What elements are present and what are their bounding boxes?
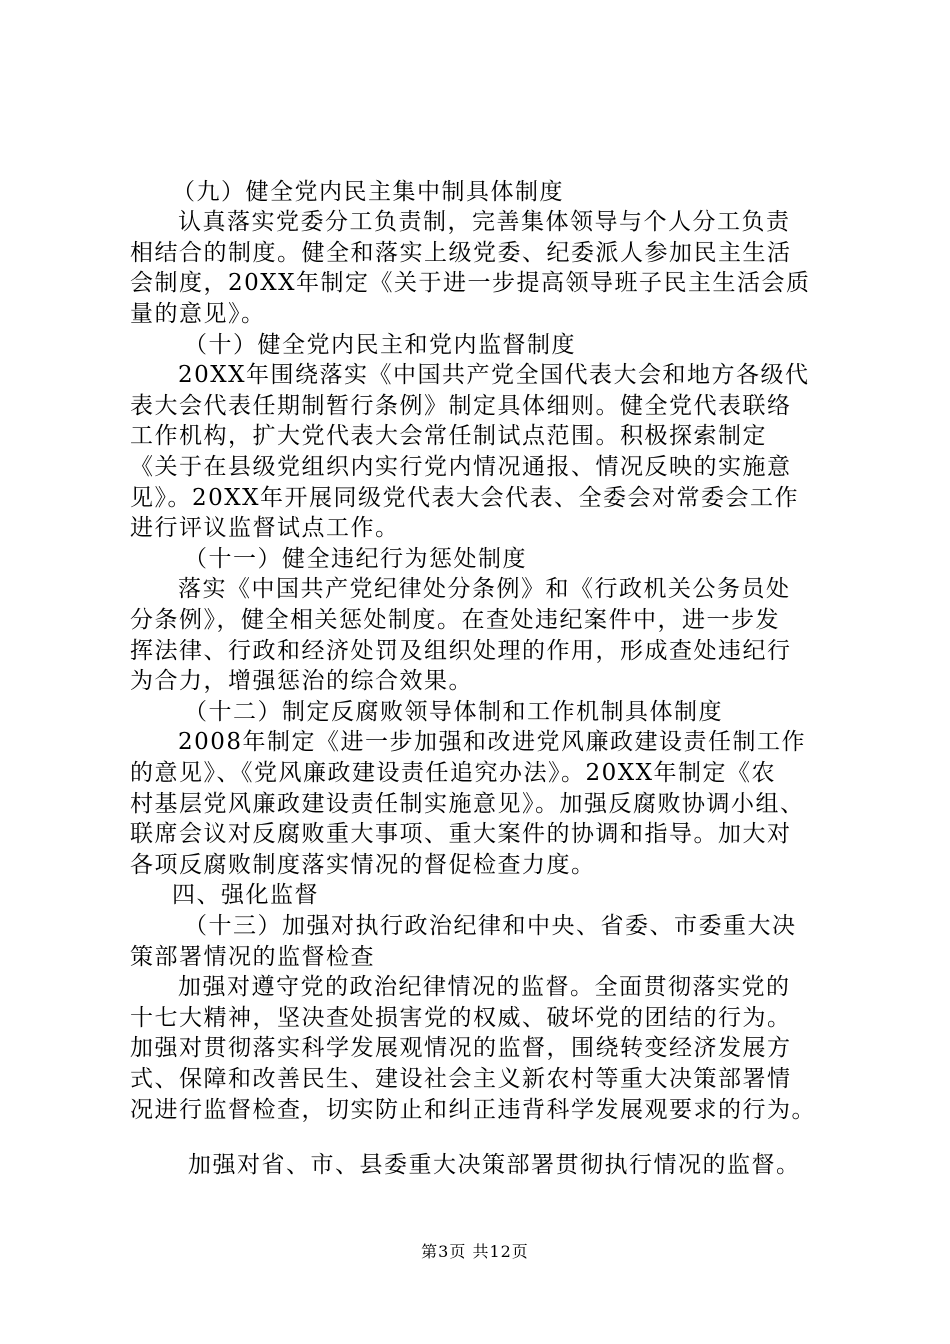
- paragraph-line: 会制度，20XX年制定《关于进一步提高领导班子民主生活会质: [130, 270, 811, 296]
- heading-11: （十一）健全违纪行为惩处制度: [184, 546, 527, 572]
- paragraph-line: 各项反腐败制度落实情况的督促检查力度。: [130, 852, 596, 878]
- heading-13: （十三）加强对执行政治纪律和中央、省委、市委重大决: [184, 913, 797, 939]
- paragraph-line: 量的意见》。: [130, 301, 266, 327]
- paragraph-line: 村基层党风廉政建设责任制实施意见》。加强反腐败协调小组、: [130, 791, 805, 817]
- section-heading-4: 四、强化监督: [172, 882, 319, 908]
- paragraph-line: 落实《中国共产党纪律处分条例》和《行政机关公务员处: [178, 576, 791, 602]
- paragraph-line: 20XX年围绕落实《中国共产党全国代表大会和地方各级代: [178, 362, 810, 388]
- heading-12: （十二）制定反腐败领导体制和工作机制具体制度: [184, 699, 723, 725]
- paragraph-line: 认真落实党委分工负责制，完善集体领导与个人分工负责: [178, 209, 791, 235]
- paragraph-line: 加强对省、市、县委重大决策部署贯彻执行情况的监督。: [188, 1152, 801, 1178]
- paragraph-line: 联席会议对反腐败重大事项、重大案件的协调和指导。加大对: [130, 821, 792, 847]
- heading-13-continued: 策部署情况的监督检查: [130, 944, 375, 970]
- paragraph-line: 为合力，增强惩治的综合效果。: [130, 668, 473, 694]
- paragraph-line: 2008年制定《进一步加强和改进党风廉政建设责任制工作: [178, 729, 807, 755]
- paragraph-line: 《关于在县级党组织内实行党内情况通报、情况反映的实施意: [130, 454, 792, 480]
- page-number-footer: 第3页 共12页: [421, 1242, 529, 1261]
- heading-9: （九）健全党内民主集中制具体制度: [172, 179, 564, 205]
- heading-10: （十）健全党内民主和党内监督制度: [184, 332, 576, 358]
- paragraph-line: 相结合的制度。健全和落实上级党委、纪委派人参加民主生活: [130, 240, 792, 266]
- paragraph-line: 加强对贯彻落实科学发展观情况的监督，围绕转变经济发展方: [130, 1035, 792, 1061]
- paragraph-line: 况进行监督检查，切实防止和纠正违背科学发展观要求的行为。: [130, 1097, 816, 1123]
- paragraph-line: 表大会代表任期制暂行条例》制定具体细则。健全党代表联络: [130, 393, 792, 419]
- paragraph-line: 十七大精神，坚决查处损害党的权威、破坏党的团结的行为。: [130, 1005, 792, 1031]
- paragraph-line: 的意见》、《党风廉政建设责任追究办法》。20XX年制定《农: [130, 760, 777, 786]
- paragraph-line: 见》。20XX年开展同级党代表大会代表、全委会对常委会工作: [130, 485, 800, 511]
- paragraph-line: 分条例》，健全相关惩处制度。在查处违纪案件中，进一步发: [130, 607, 780, 633]
- paragraph-line: 挥法律、行政和经济处罚及组织处理的作用，形成查处违纪行: [130, 638, 792, 664]
- paragraph-line: 加强对遵守党的政治纪律情况的监督。全面贯彻落实党的: [178, 974, 791, 1000]
- paragraph-line: 工作机构，扩大党代表大会常任制试点范围。积极探索制定: [130, 423, 767, 449]
- paragraph-line: 式、保障和改善民生、建设社会主义新农村等重大决策部署情: [130, 1066, 792, 1092]
- paragraph-line: 进行评议监督试点工作。: [130, 515, 400, 541]
